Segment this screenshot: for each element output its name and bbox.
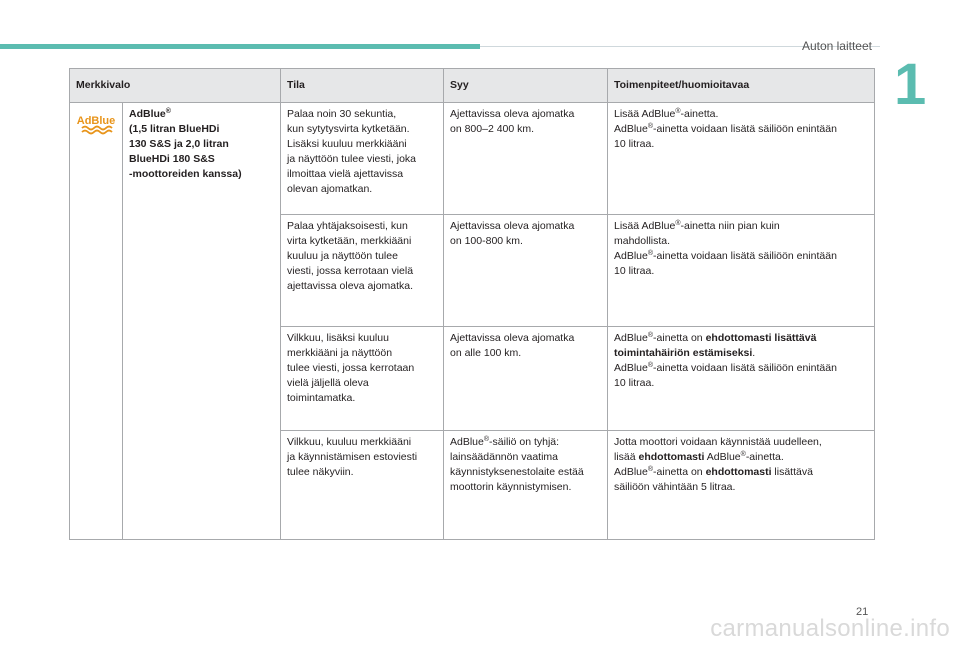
text-segment: . AdBlue bbox=[614, 347, 756, 374]
registered-mark: ® bbox=[647, 250, 654, 257]
column-header-state: Tila bbox=[281, 69, 444, 103]
cause-cell: Ajettavissa oleva ajomatka on 800–2 400 km. bbox=[444, 103, 608, 215]
registered-mark: ® bbox=[675, 108, 681, 115]
action-cell bbox=[608, 431, 875, 540]
action-cell bbox=[608, 327, 875, 431]
registered-mark: ® bbox=[740, 451, 746, 458]
registered-mark: ® bbox=[647, 332, 654, 339]
indicator-table bbox=[69, 68, 875, 540]
indicator-description: (1,5 litran BlueHDi 130 S&S ja 2,0 litran BlueHDi 180 S&S -moottoreiden kanssa) bbox=[129, 123, 242, 180]
table-header-row bbox=[70, 69, 875, 103]
wave-line-upper bbox=[82, 127, 112, 130]
state-cell: Vilkkuu, lisäksi kuuluu merkkiääni ja näyttöön tulee viesti, jossa kerrotaan vielä jäljellä oleva toimintamatka. bbox=[281, 327, 444, 431]
registered-mark: ® bbox=[483, 436, 490, 443]
text-segment: -ainetta. AdBlue bbox=[614, 108, 719, 135]
emphasis-text: ehdottomasti bbox=[705, 466, 772, 478]
chapter-number: 1 bbox=[894, 52, 927, 117]
text-segment: -ainetta voidaan lisätä säiliöön enintään 10 litraa. bbox=[614, 250, 837, 277]
text-segment: -säiliö on tyhjä: lainsäädännön vaatima käynnistyksenestolaite estää moottorin käynnistymisen. bbox=[450, 436, 584, 493]
column-header-action: Toimenpiteet/huomioitavaa bbox=[608, 69, 875, 103]
action-cell bbox=[608, 103, 875, 215]
text-segment: Lisää AdBlue bbox=[614, 220, 676, 232]
section-title: Auton laitteet bbox=[801, 39, 872, 53]
text-segment: AdBlue bbox=[614, 332, 648, 344]
adblue-warning-icon bbox=[76, 113, 116, 135]
text-segment: -ainetta. AdBlue bbox=[614, 451, 784, 478]
indicator-name-cell bbox=[123, 103, 281, 540]
emphasis-text: ehdottomasti lisättävä toimintahäiriön estämiseksi bbox=[614, 332, 817, 359]
text-segment: lisättävä säiliöön vähintään 5 litraa. bbox=[614, 466, 813, 493]
registered-mark: ® bbox=[647, 466, 654, 473]
text-segment: AdBlue bbox=[450, 436, 484, 448]
text-segment: -ainetta voidaan lisätä säiliöön enintään 10 litraa. bbox=[614, 123, 837, 150]
registered-mark: ® bbox=[647, 362, 654, 369]
indicator-name: AdBlue® bbox=[129, 108, 171, 120]
state-cell: Palaa yhtäjaksoisesti, kun virta kytketään, merkkiääni kuuluu ja näyttöön tulee viesti, jossa kerrotaan vielä ajettavissa oleva ajomatka. bbox=[281, 215, 444, 327]
adblue-logo-text: AdBlue bbox=[76, 115, 116, 127]
registered-mark: ® bbox=[647, 123, 654, 130]
text-segment: -ainetta voidaan lisätä säiliöön enintään 10 litraa. bbox=[614, 362, 837, 389]
header-accent-bar bbox=[0, 44, 480, 49]
cause-cell: Ajettavissa oleva ajomatka on alle 100 km. bbox=[444, 327, 608, 431]
cause-cell: Ajettavissa oleva ajomatka on 100-800 km. bbox=[444, 215, 608, 327]
text-segment: Lisää AdBlue bbox=[614, 108, 676, 120]
wave-line-lower bbox=[82, 131, 112, 134]
action-cell bbox=[608, 215, 875, 327]
page-number: 21 bbox=[856, 606, 869, 618]
table-row bbox=[70, 103, 875, 215]
state-cell: Vilkkuu, kuuluu merkkiääni ja käynnistämisen estoviesti tulee näkyviin. bbox=[281, 431, 444, 540]
column-header-indicator: Merkkivalo bbox=[70, 69, 281, 103]
column-header-cause: Syy bbox=[444, 69, 608, 103]
text-segment: -ainetta on bbox=[653, 332, 706, 344]
watermark: carmanualsonline.info bbox=[710, 615, 950, 642]
text-segment: -ainetta on bbox=[653, 466, 706, 478]
text-segment: Jotta moottori voidaan käynnistää uudelleen, lisää bbox=[614, 436, 822, 463]
cause-cell bbox=[444, 431, 608, 540]
state-cell: Palaa noin 30 sekuntia, kun sytytysvirta kytketään. Lisäksi kuuluu merkkiääni ja näyttöön tulee viesti, joka ilmoittaa vielä ajettavissa olevan ajomatkan. bbox=[281, 103, 444, 215]
emphasis-text: ehdottomasti bbox=[638, 451, 705, 463]
indicator-icon-cell bbox=[70, 103, 123, 540]
text-segment: AdBlue bbox=[704, 451, 741, 463]
registered-mark: ® bbox=[675, 220, 681, 227]
text-segment: -ainetta niin pian kuin mahdollista. AdBlue bbox=[614, 220, 780, 262]
